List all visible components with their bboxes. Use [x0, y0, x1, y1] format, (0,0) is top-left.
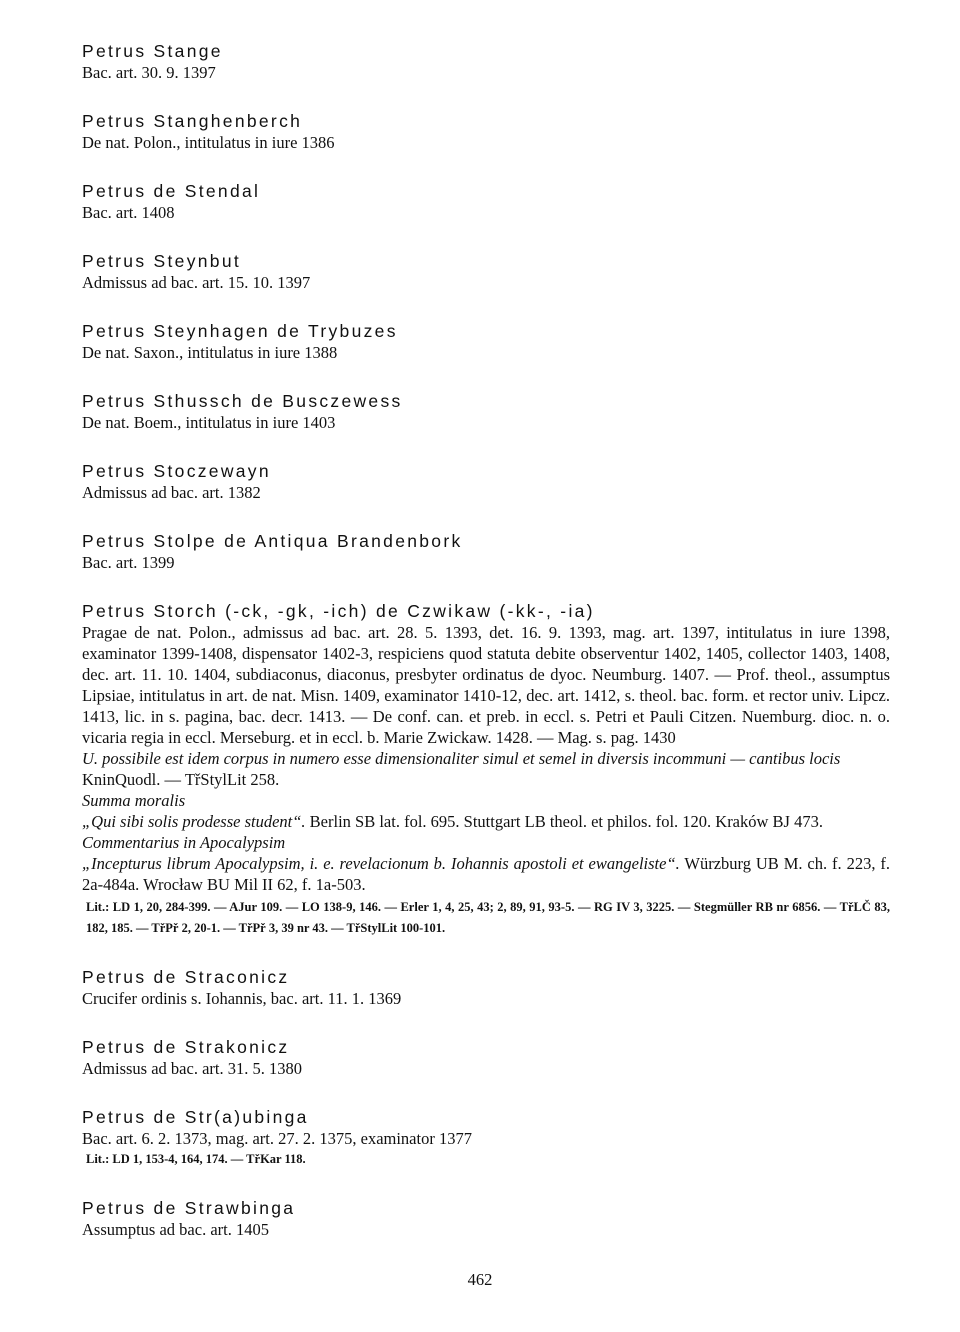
literature-references: Lit.: LD 1, 20, 284-399. — AJur 109. — LO 138-9, 146. — Erler 1, 4, 25, 43; 2, 89, 91, 93-5. — RG IV 3, 3225. — Stegmüller RB nr 6856. — TřLČ 83, 182, 185. — TřPř 2, 20-1. — TřPř 3, 39 nr 43. — TřStylLit 100-101.: [86, 900, 890, 935]
entry-detail: Admissus ad bac. art. 1382: [82, 483, 261, 502]
entry-name: Petrus Sthussch de Busczewess: [82, 391, 403, 411]
entry-name: Petrus Stoczewayn: [82, 461, 271, 481]
work-title: U. possibile est idem corpus in numero esse dimensionaliter simul et semel in diversis incommuni — cantibus locis: [82, 749, 841, 768]
entry-detail: Admissus ad bac. art. 15. 10. 1397: [82, 273, 311, 292]
document-page: [82, 40, 890, 1267]
entry-steynbut: [82, 250, 890, 293]
entry-stange: [82, 40, 890, 83]
work-title: Commentarius in Apocalypsim: [82, 833, 286, 852]
entry-name: Petrus Storch (-ck, -gk, -ich) de Czwikaw (-kk-, -ia): [82, 601, 595, 621]
work-title: Summa moralis: [82, 791, 186, 810]
entry-detail: Bac. art. 6. 2. 1373, mag. art. 27. 2. 1375, examinator 1377: [82, 1129, 472, 1148]
work-manuscripts: [82, 853, 890, 895]
entry-detail: De nat. Polon., intitulatus in iure 1386: [82, 133, 335, 152]
entry-stolpe: [82, 530, 890, 573]
work-incipit: „Qui sibi solis prodesse student“.: [82, 812, 306, 831]
entry-name: Petrus Stanghenberch: [82, 111, 303, 131]
entry-detail: Crucifer ordinis s. Iohannis, bac. art. 11. 1. 1369: [82, 989, 402, 1008]
entry-detail: Bac. art. 30. 9. 1397: [82, 63, 216, 82]
entry-name: Petrus Stolpe de Antiqua Brandenbork: [82, 531, 463, 551]
entry-strawbinga: [82, 1197, 890, 1240]
entry-straconicz: [82, 966, 890, 1009]
manuscript-list: Berlin SB lat. fol. 695. Stuttgart LB theol. et philos. fol. 120. Kraków BJ 473.: [309, 812, 823, 831]
entry-stanghenberch: [82, 110, 890, 153]
entry-detail: Assumptus ad bac. art. 1405: [82, 1220, 269, 1239]
entry-steynhagen: [82, 320, 890, 363]
entry-name: Petrus de Straconicz: [82, 967, 290, 987]
entry-detail: Bac. art. 1408: [82, 203, 175, 222]
work-reference: KninQuodl. — TřStylLit 258.: [82, 770, 280, 789]
entry-name: Petrus de Strawbinga: [82, 1198, 296, 1218]
entry-storch: [82, 600, 890, 939]
entry-name: Petrus Steynbut: [82, 251, 242, 271]
entry-detail: Admissus ad bac. art. 31. 5. 1380: [82, 1059, 302, 1078]
entry-detail: De nat. Boem., intitulatus in iure 1403: [82, 413, 336, 432]
literature-references: Lit.: LD 1, 153-4, 164, 174. — TřKar 118.: [86, 1152, 306, 1166]
work-manuscripts: [82, 811, 890, 832]
entry-name: Petrus Steynhagen de Trybuzes: [82, 321, 398, 341]
entry-detail: De nat. Saxon., intitulatus in iure 1388: [82, 343, 338, 362]
entry-name: Petrus de Strakonicz: [82, 1037, 290, 1057]
entry-stoczewayn: [82, 460, 890, 503]
work-incipit: „Incepturus librum Apocalypsim, i. e. revelacionum b. Iohannis apostoli et ewangeliste“.: [82, 854, 680, 873]
entry-name: Petrus de Stendal: [82, 181, 261, 201]
entry-sthussch: [82, 390, 890, 433]
entry-biography: Pragae de nat. Polon., admissus ad bac. art. 28. 5. 1393, det. 16. 9. 1393, mag. art. 1397, intitulatus in iure 1398, examinator 1399-1408, dispensator 1402-3, respiciens quod statuta debite observentur 1402, 1405, collector 1403, 1408, dec. art. 11. 10. 1404, subdiaconus, diaconus, presbyter ordinatus de dyoc. Neumburg. 1407. — Prof. theol., assumptus Lipsiae, intitulatus in art. de nat. Misn. 1409, examinator 1410-12, dec. art. 1412, s. theol. bac. form. et rector univ. Lipcz. 1413, lic. in s. pagina, bac. decr. 1413. — De conf. can. et preb. in eccl. s. Petri et Pauli Citzen. Nuemburg. dioc. n. o. vicaria regia in eccl. Merseburg. et in eccl. b. Marie Zwickaw. 1428. — Mag. s. pag. 1430: [82, 623, 890, 747]
page-number: 462: [467, 1270, 493, 1289]
entry-strakonicz: [82, 1036, 890, 1079]
manuscript-list: Würzburg UB M. ch. f. 223, f. 2a-484a. Wrocław BU Mil II 62, f. 1a-503.: [82, 854, 891, 894]
entry-name: Petrus Stange: [82, 41, 223, 61]
entry-straubinga: [82, 1106, 890, 1170]
entry-detail: Bac. art. 1399: [82, 553, 175, 572]
entry-name: Petrus de Str(a)ubinga: [82, 1107, 309, 1127]
entry-stendal: [82, 180, 890, 223]
